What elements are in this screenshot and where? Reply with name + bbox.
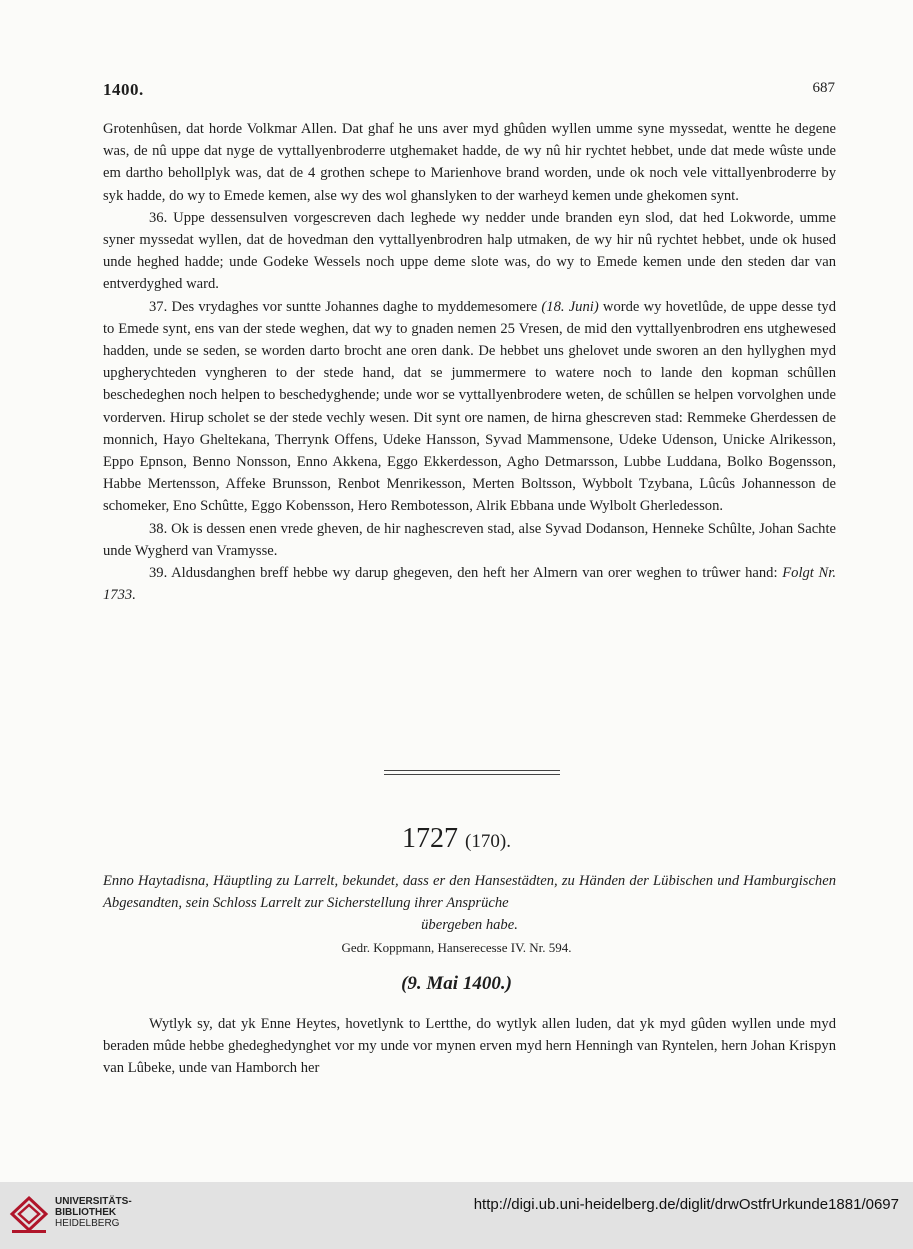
document-number: 1727 <box>402 823 459 854</box>
library-name-line: UNIVERSITÄTS- <box>55 1196 132 1207</box>
regest-text-end: übergeben habe. <box>421 917 518 934</box>
document-ref-number: (170). <box>465 831 511 852</box>
running-head-year: 1400. <box>103 80 144 99</box>
text-run: 37. Des vrydaghes vor suntte Johannes daghe to myddemesomere <box>149 298 542 315</box>
library-footer <box>0 1182 913 1249</box>
text-paragraph <box>103 207 836 296</box>
continued-text <box>103 118 836 606</box>
library-name-line: BIBLIOTHEK <box>55 1207 117 1218</box>
document-paragraph: Wytlyk sy, dat yk Enne Heytes, hovetlynk to Lertthe, do wytlyk allen luden, dat yk myd gûden wyllen unde myd beraden mûde hebbe ghedeghedynghet vor my unde vor mynen erven myd hern Henningh van Ryntelen, hern Johan Krispyn van Lûbeke, unde van Hamborch her <box>103 1016 836 1077</box>
text-paragraph <box>103 562 836 606</box>
document-text <box>103 1013 836 1080</box>
text-run: worde wy hovetlûde, de uppe desse tyd to Emede synt, ens van der stede weghen, dat wy to gnaden nemen 25 Vresen, de mid den vyttallyenbrodren ens utghewesed hadden, unde se seden, se worden darto brocht ane oren dank. De hebbet uns ghelovet unde sworen an den hyllyghen myd upgherychteden vyngheren to der stede hand, dat se jummermere to watere noch to lande den kopman schûllen beschedeghen noch helpen to beschedyghende; unde wor se vyttallyenbrodere weten, de schûllen se helpen vorvolghen unde vorderven. Hirup scholet se der stede vechly wesen. Dit synt ore namen, de hirna ghescreven stad: Remmeke Gherdessen de monnich, Hayo Gheltekana, Therrynk Offens, Udeke Hansson, Syvad Mammensone, Udeke Udenson, Unicke Alrikesson, Eppo Epnson, Benno Nonsson, Enno Akkena, Eggo Ekkerdesson, Agho Detmarsson, Lubbe Luddana, Bolko Bogensson, Habbe Mertensson, Affeke Brunsson, Renbot Menrikesson, Merten Boltsson, Wybbolt Tzybana, Lûcûs Johannesson de schomeker, Eno Schûtte, Eggo Kobensson, Hero Rembotesson, Alrik Ebbana unde Wylbolt Gherledesson. <box>103 298 836 515</box>
library-name-line: HEIDELBERG <box>55 1218 120 1229</box>
running-head <box>103 80 835 102</box>
italic-run: (18. Juni) <box>541 298 599 315</box>
permalink-url[interactable]: http://digi.ub.uni-heidelberg.de/diglit/drwOstfrUrkunde1881/0697 <box>473 1196 899 1213</box>
text-run: 36. Uppe dessensulven vorgescreven dach leghede wy nedder unde branden eyn slod, dat hed Lokworde, umme syner myssedat wyllen, dat de hovedman den vyttallyenbrodren halp utmaken, de wy hir nû rychtet hebbet, unde ok hused unde heghed hadde; unde Godeke Wessels noch uppe deme slote was, do wy to Emede kemen unde den steden dar van entverdyghed ward. <box>103 209 836 293</box>
library-logo-icon <box>8 1194 50 1236</box>
regest-text: Enno Haytadisna, Häuptling zu Larrelt, bekundet, dass er den Hansestädten, zu Händen der Lübischen und Hamburgischen Abgesandten, sein Schloss Larrelt zur Sicherstellung ihrer Ansprüche <box>103 873 836 912</box>
text-run: 38. Ok is dessen enen vrede gheven, de hir naghescreven stad, alse Syvad Dodanson, Henneke Schûlte, Johan Sachte unde Wygherd van Vramysse. <box>103 520 836 559</box>
text-run: Grotenhûsen, dat horde Volkmar Allen. Dat ghaf he uns aver myd ghûden wyllen umme syne myssedat, wentte he degene was, de nû uppe dat nyge de vyttallyenbroderre utghemaket hadde, de wy nû hir rychtet hebbet, unde dat mede wûste unde em dartho behollplyk was, dat de 4 grothen schepe to Marienhove brand worden, unde ok noch vele vittallyenbroderre by syk hadde, do wy to Emede kemen, alse wy des wol ghanslyken to der warheyd kemen unde ghekomen synt. <box>103 121 836 204</box>
section-divider <box>384 770 560 775</box>
page-number: 687 <box>812 80 835 96</box>
text-paragraph <box>103 518 836 562</box>
library-name <box>55 1196 132 1229</box>
text-run: 39. Aldusdanghen breff hebbe wy darup ghegeven, den heft her Almern van orer weghen to trûwer hand: <box>149 565 783 582</box>
document-heading <box>0 823 913 855</box>
text-paragraph <box>103 296 836 518</box>
source-citation: Gedr. Koppmann, Hanserecesse IV. Nr. 594. <box>341 940 572 955</box>
document-date: (9. Mai 1400.) <box>401 973 512 994</box>
regest <box>103 870 836 937</box>
italic-run: Folgt Nr. 1733. <box>103 565 836 604</box>
text-paragraph <box>103 118 836 207</box>
